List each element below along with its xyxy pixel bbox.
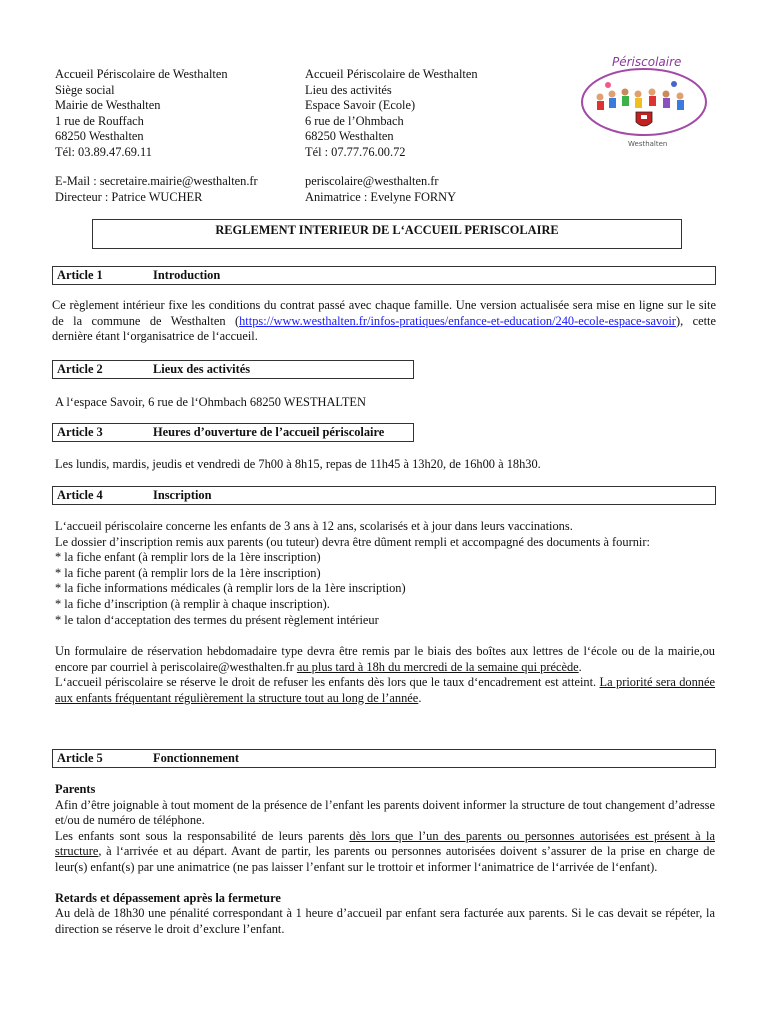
article-title: Fonctionnement [153, 751, 240, 765]
logo-graphic [578, 50, 710, 150]
list-item: * la fiche parent (à remplir lors de la 1ère inscription) [55, 565, 321, 580]
logo-title: Périscolaire [612, 55, 682, 69]
periscolaire-logo [578, 50, 710, 150]
article-2-header [52, 360, 414, 379]
parents-p2-underlined: dès lors que l’un des parents ou personnes autorisées est présent à la structure [55, 828, 716, 859]
a4-p1: L‘accueil périscolaire concerne les enfants de 3 ans à 12 ans, scolarisés et à jour dans leurs vaccinations. [55, 519, 573, 533]
article-title: Heures d’ouverture de l’accueil périscolaire [153, 425, 385, 439]
a4-p4-end: . [418, 690, 422, 705]
website-link[interactable]: https://www.westhalten.fr/infos-pratiques/enfance-et-education/240-ecole-espace-savoir [239, 313, 676, 328]
header-left-address [55, 67, 228, 161]
article-number: Article 3 [57, 425, 103, 439]
article-title: Introduction [153, 268, 221, 282]
article-3-header [52, 423, 414, 442]
a3-text: Les lundis, mardis, jeudis et vendredi de 7h00 à 8h15, repas de 11h45 à 13h20, de 16h00 à 18h30. [55, 457, 541, 471]
article-4-text [55, 519, 715, 707]
logo-footer: Westhalten [628, 140, 668, 148]
a4-p4-underlined: La priorité sera donnée aux enfants fréquentant régulièrement la structure tout au long de l’année [55, 675, 715, 705]
article-5-text [55, 782, 715, 937]
article-5-header [52, 749, 716, 768]
article-1-header [52, 266, 716, 285]
article-1-text [52, 298, 716, 345]
header-left-line: Accueil Périscolaire de Westhalten [55, 67, 228, 81]
late-subtitle: Retards et dépassement après la fermeture [55, 890, 281, 905]
a4-p3-underlined: au plus tard à 18h du mercredi de la semaine qui précède [296, 659, 579, 674]
article-title: Inscription [153, 488, 212, 502]
periscolaire-email-line: periscolaire@westhalten.fr [305, 174, 439, 188]
article-3-text [55, 457, 715, 473]
header-right-line: Espace Savoir (Ecole) [305, 98, 416, 113]
header-left-line: Siège social [55, 82, 115, 97]
a4-p2: Le dossier d’inscription remis aux parents (ou tuteur) devra être dûment rempli et accompagné des documents à fournir: [55, 534, 650, 549]
document-title: REGLEMENT INTERIEUR DE L‘ACCUEIL PERISCOLAIRE [92, 219, 682, 249]
article-number: Article 4 [57, 488, 103, 502]
header-right-line: Accueil Périscolaire de Westhalten [305, 67, 478, 81]
list-item: * le talon d‘acceptation des termes du présent règlement intérieur [55, 612, 379, 627]
parents-subtitle: Parents [55, 782, 96, 796]
coat-of-arms-icon [636, 112, 652, 126]
header-right-line: 68250 Westhalten [305, 129, 394, 144]
a4-p4: L‘accueil périscolaire se réserve le droit de refuser les enfants dès lors que le taux d‘encadrement est atteint. [55, 675, 600, 690]
article-number: Article 2 [57, 362, 103, 376]
article-number: Article 1 [57, 268, 103, 282]
article-title: Lieux des activités [153, 362, 251, 376]
header-left-line: Tél: 03.89.47.69.11 [55, 144, 152, 159]
article-number: Article 5 [57, 751, 103, 765]
director-line: Directeur : Patrice WUCHER [55, 189, 203, 204]
list-item: * la fiche enfant (à remplir lors de la 1ère inscription) [55, 550, 321, 565]
a4-p3: Un formulaire de réservation hebdomadaire type devra être remis par le biais des boîtes aux lettres de l‘école ou de la mairie,ou encore par courriel à periscolaire@westhalten.fr [55, 644, 715, 674]
header-right-line: Tél : 07.77.76.00.72 [305, 144, 406, 159]
list-item: * la fiche d’inscription (à remplir à chaque inscription). [55, 596, 330, 611]
header-left-line: Mairie de Westhalten [55, 98, 161, 113]
header-left-line: 1 rue de Rouffach [55, 113, 144, 128]
header-right-contact [305, 174, 456, 205]
a1-text-end: ), cette dernière étant l‘organisatrice de l‘accueil. [52, 313, 716, 344]
a2-text: A l‘espace Savoir, 6 rue de l‘Ohmbach 68250 WESTHALTEN [55, 395, 366, 409]
late-text: Au delà de 18h30 une pénalité correspondant à 1 heure d’accueil par enfant sera facturée aux parents. Si le cas devait se répéter, la direction se réserve le droit d’exclure l’enfant. [55, 906, 715, 936]
header-right-address [305, 67, 478, 161]
parents-p1: Afin d’être joignable à tout moment de la présence de l’enfant les parents doivent informer la structure de tout changement d’adresse et/ou de numéro de téléphone. [55, 797, 715, 828]
parents-p2: Les enfants sont sous la responsabilité de leurs parents [55, 828, 350, 843]
a1-text: Ce règlement intérieur fixe les conditions du contrat passé avec chaque famille. Une version actualisée sera mise en ligne sur le site de la commune de Westhalten ( [52, 298, 716, 328]
article-2-text [55, 395, 715, 411]
header-right-line: 6 rue de l’Ohmbach [305, 113, 404, 128]
parents-p2-end: , à l‘arrivée et au départ. Avant de partir, les parents ou personnes autorisées doivent s’assurer de la prise en charge de leur(s) enfant(s) par une animatrice (ne pas laisser l’enfant sur le trottoir et informer l‘animatrice de l‘arrivée de l‘enfant). [55, 844, 715, 874]
header-left-contact [55, 174, 258, 205]
header-right-line: Lieu des activités [305, 82, 392, 97]
email-line: E-Mail : secretaire.mairie@westhalten.fr [55, 174, 258, 188]
header-left-line: 68250 Westhalten [55, 129, 144, 144]
animatrice-line: Animatrice : Evelyne FORNY [305, 189, 457, 204]
a4-p3-end: . [578, 659, 582, 674]
list-item: * la fiche informations médicales (à remplir lors de la 1ère inscription) [55, 581, 406, 596]
article-4-header [52, 486, 716, 505]
